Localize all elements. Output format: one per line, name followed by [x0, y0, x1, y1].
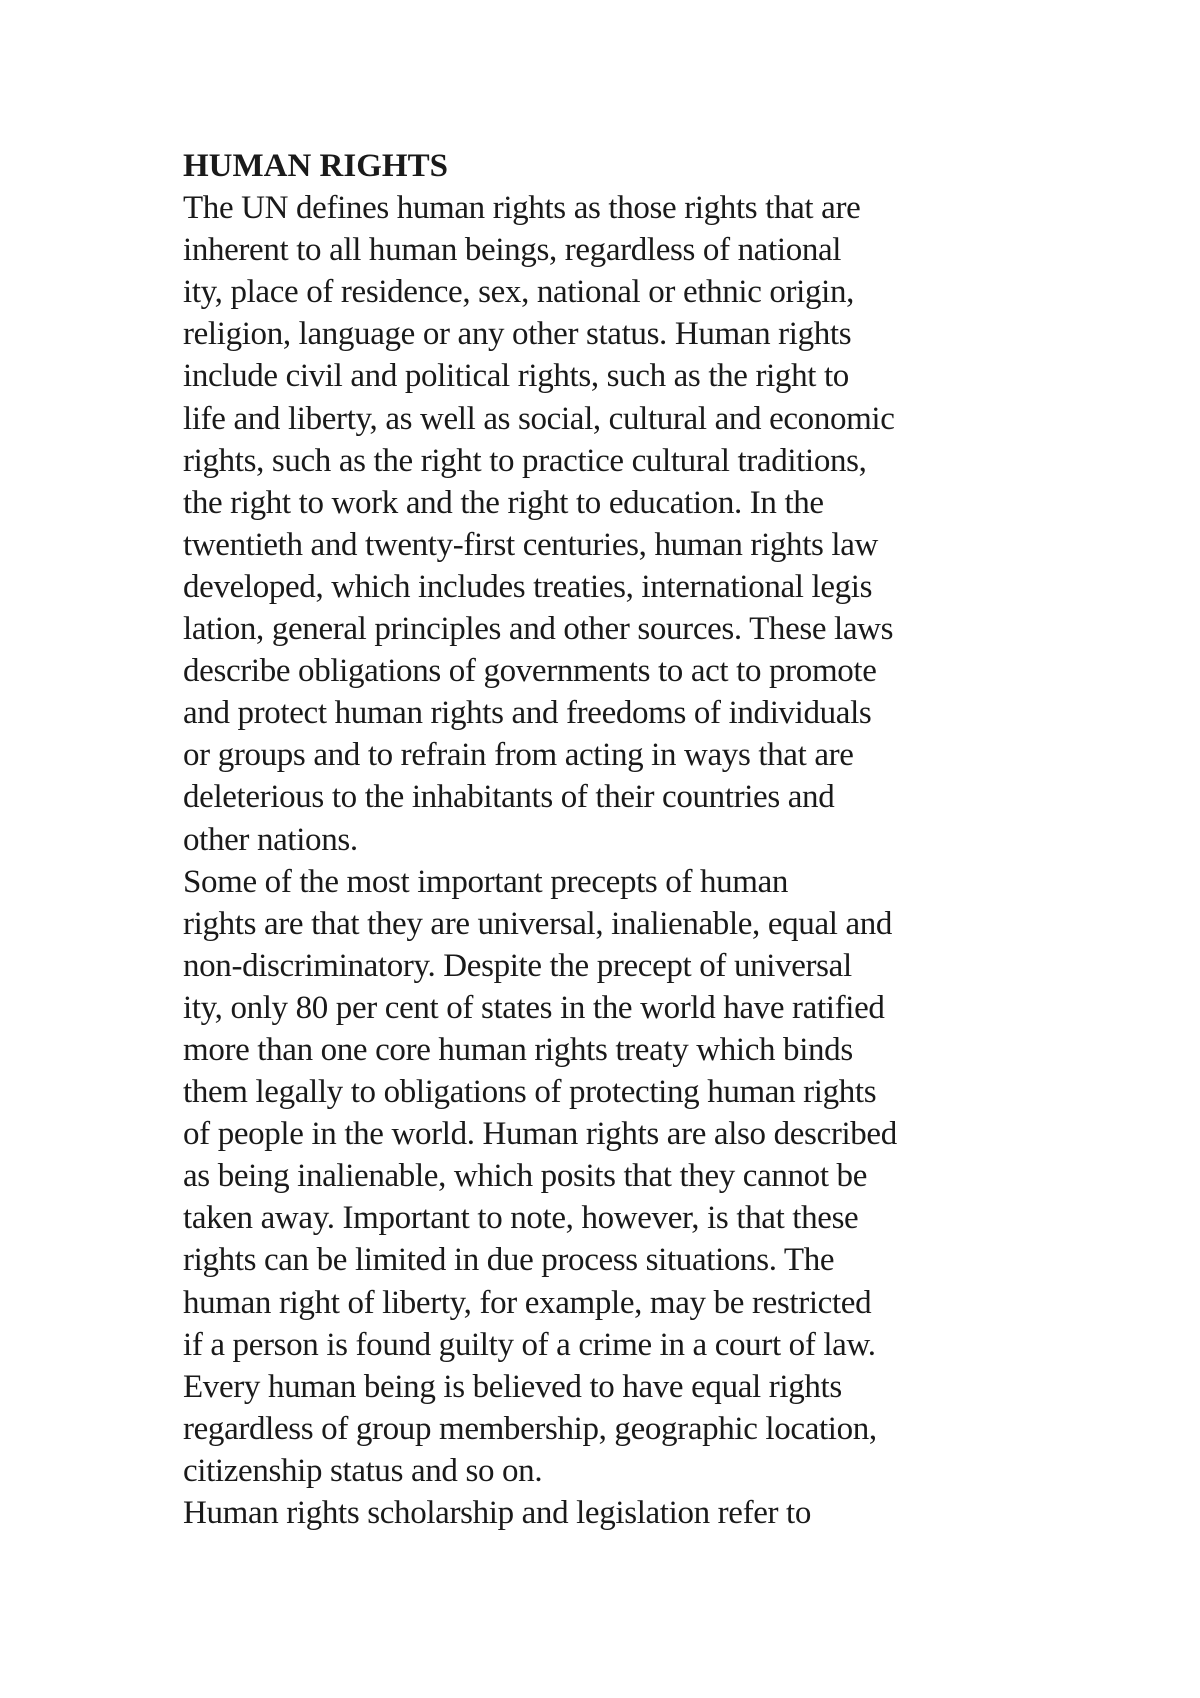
text-line: inherent to all human beings, regardless of national [183, 232, 842, 269]
text-line: non-discriminatory. Despite the precept of universal [183, 947, 852, 984]
text-line: describe obligations of governments to act to promote [183, 653, 877, 690]
text-line: citizenship status and so on. [183, 1452, 543, 1489]
text-line: more than one core human rights treaty which binds [183, 1031, 853, 1068]
text-line: lation, general principles and other sources. These laws [183, 611, 894, 648]
text-line: ity, place of residence, sex, national or ethnic origin, [183, 274, 855, 311]
text-line: the right to work and the right to education. In the [183, 484, 824, 521]
text-line: human right of liberty, for example, may be restricted [183, 1284, 872, 1321]
document-body [183, 145, 1083, 1534]
text-line: them legally to obligations of protecting human rights [183, 1074, 877, 1111]
text-line: Some of the most important precepts of human [183, 863, 789, 900]
text-line: rights are that they are universal, inalienable, equal and [183, 905, 893, 942]
text-line: taken away. Important to note, however, is that these [183, 1200, 859, 1237]
text-line: deleterious to the inhabitants of their countries and [183, 779, 835, 816]
text-line: of people in the world. Human rights are also described [183, 1116, 897, 1153]
text-line: life and liberty, as well as social, cultural and economic [183, 400, 895, 437]
text-line: other nations. [183, 821, 358, 858]
text-line: ity, only 80 per cent of states in the world have ratified [183, 989, 885, 1026]
text-line: and protect human rights and freedoms of individuals [183, 695, 872, 732]
text-line: rights can be limited in due process situations. The [183, 1242, 835, 1279]
text-line: or groups and to refrain from acting in ways that are [183, 737, 854, 774]
document-title: HUMAN RIGHTS [183, 148, 448, 184]
text-line: twentieth and twenty-first centuries, human rights law [183, 526, 878, 563]
text-line: developed, which includes treaties, international legis [183, 568, 873, 605]
text-line: rights, such as the right to practice cultural traditions, [183, 442, 867, 479]
text-line: Every human being is believed to have equal rights [183, 1368, 842, 1405]
text-line: religion, language or any other status. Human rights [183, 316, 852, 353]
text-line: if a person is found guilty of a crime in a court of law. [183, 1326, 876, 1363]
text-line: Human rights scholarship and legislation refer to [183, 1495, 812, 1531]
text-line: as being inalienable, which posits that they cannot be [183, 1158, 867, 1195]
text-line: The UN defines human rights as those rights that are [183, 190, 861, 227]
text-line: include civil and political rights, such as the right to [183, 358, 849, 395]
text-line: regardless of group membership, geographic location, [183, 1410, 877, 1447]
